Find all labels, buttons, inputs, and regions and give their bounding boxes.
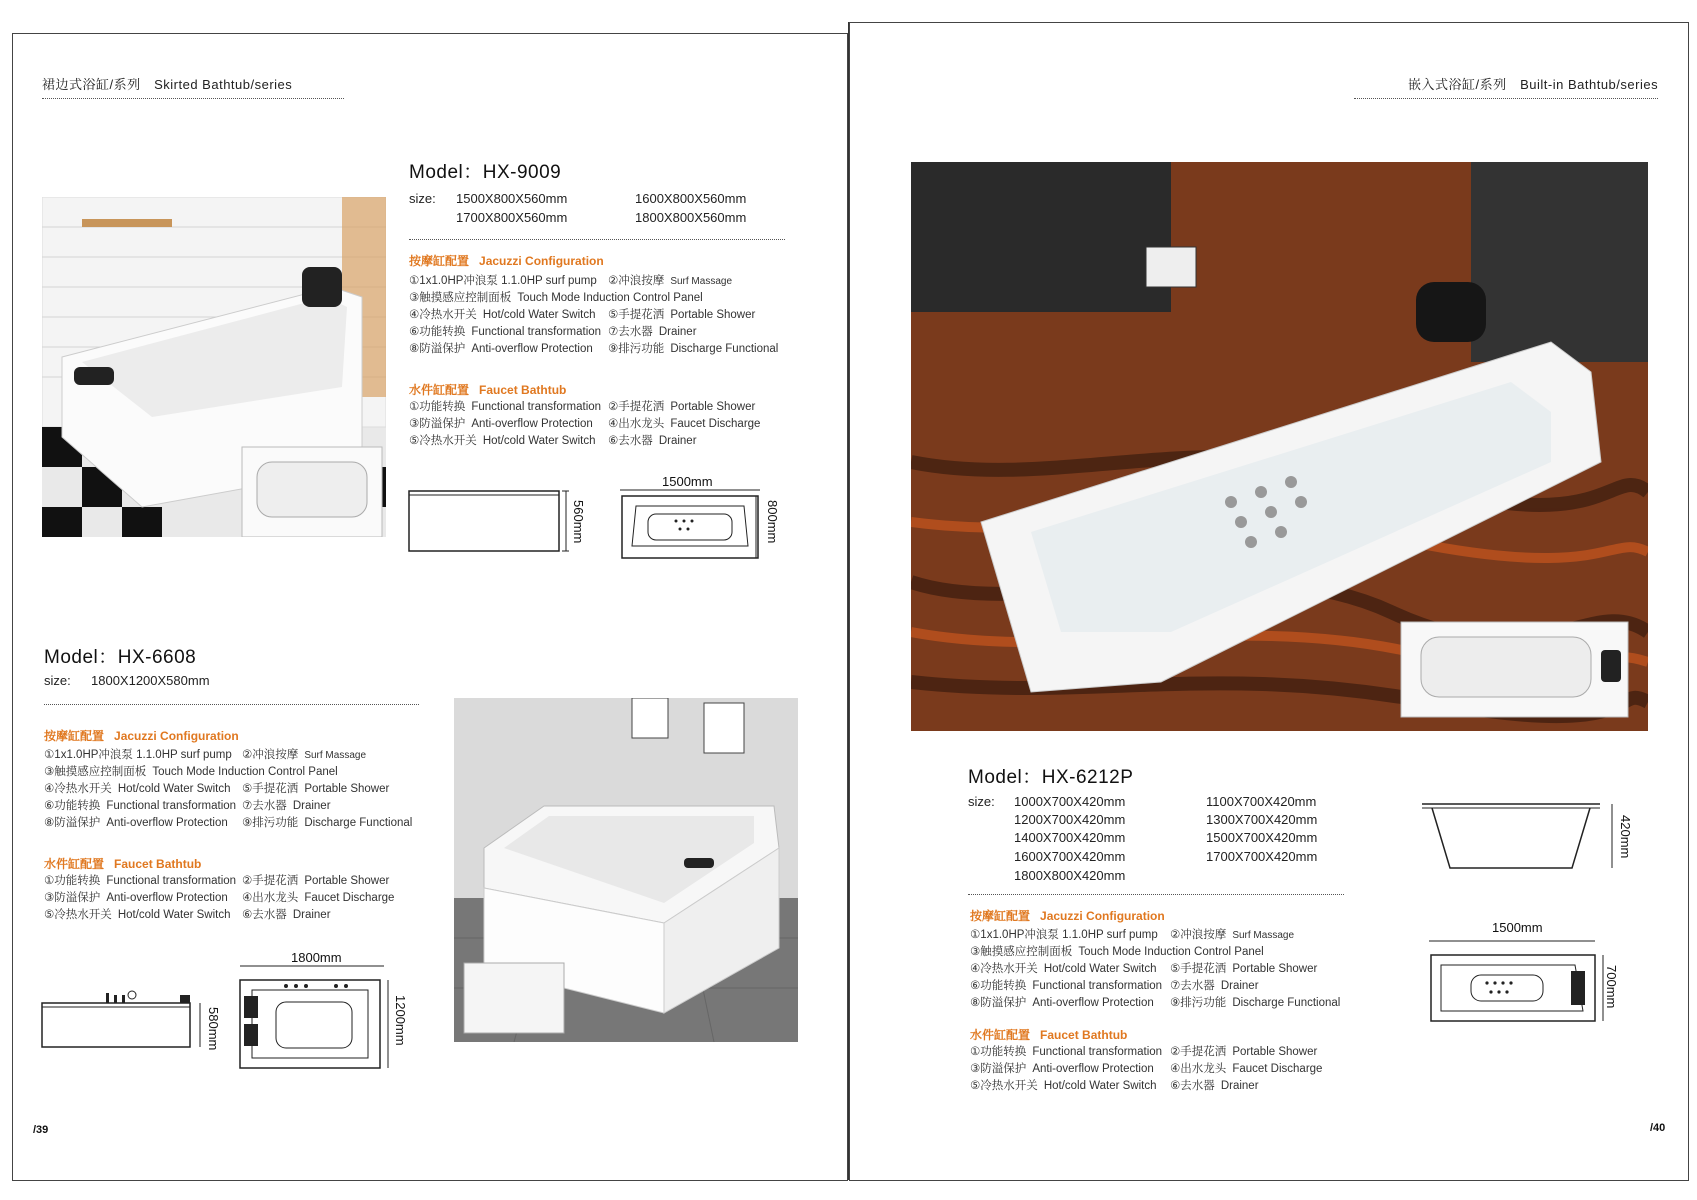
left-page-header: 裙边式浴缸/系列 Skirted Bathtub/series [42, 77, 293, 92]
hx9009-size-label: size: [409, 191, 436, 206]
hx6212p-size-6: 1600X700X420mm [1014, 849, 1126, 864]
hx9009-faucet-item-6: ⑥去水器 Drainer [608, 435, 697, 447]
hx9009-faucet-heading: 水件缸配置 Faucet Bathtub [409, 383, 567, 397]
hx6608-jacuzzi-item-2: ②冲浪按摩 Surf Massage [242, 749, 367, 761]
hx9009-jacuzzi-item-9: ⑨排污功能 Discharge Functional [608, 343, 779, 355]
hx6212p-title: Model：HX-6212P [968, 767, 1134, 788]
hx9009-faucet-item-1: ①功能转换 Functional transformation [409, 401, 602, 413]
hx9009-size-0: 1500X800X560mm [456, 191, 568, 206]
hx6212p-jacuzzi-item-1: ①1x1.0HP冲浪泵 1.1.0HP surf pump [970, 929, 1158, 941]
hx6608-top-drawing [236, 960, 396, 1075]
hx6212p-divider [968, 894, 1344, 895]
hx6608-faucet-item-2: ②手提花洒 Portable Shower [242, 875, 390, 887]
hx9009-dim-length: 1500mm [662, 474, 713, 489]
hx6212p-jacuzzi-item-2: ②冲浪按摩 Surf Massage [1170, 929, 1295, 941]
hx6212p-size-0: 1000X700X420mm [1014, 794, 1126, 809]
hx6212p-top-drawing [1425, 937, 1610, 1027]
hx9009-jacuzzi-item-1: ①1x1.0HP冲浪泵 1.1.0HP surf pump [409, 275, 597, 287]
hx6608-side-drawing [40, 985, 210, 1060]
hx9009-dim-width: 800mm [765, 500, 780, 544]
hx9009-size-2: 1700X800X560mm [456, 210, 568, 225]
hx9009-faucet-item-3: ③防溢保护 Anti-overflow Protection [409, 418, 593, 430]
hx6212p-size-8: 1800X800X420mm [1014, 868, 1126, 883]
hx6212p-jacuzzi-item-5: ⑤手提花洒 Portable Shower [1170, 963, 1318, 975]
hx6212p-size-2: 1200X700X420mm [1014, 812, 1126, 827]
hx6608-jacuzzi-item-8: ⑧防溢保护 Anti-overflow Protection [44, 817, 228, 829]
hx9009-jacuzzi-item-3: ③触摸感应控制面板 Touch Mode Induction Control Panel [409, 292, 703, 304]
hx9009-jacuzzi-item-6: ⑥功能转换 Functional transformation [409, 326, 602, 338]
hx6212p-dim-height: 420mm [1618, 815, 1633, 859]
hx9009-jacuzzi-item-8: ⑧防溢保护 Anti-overflow Protection [409, 343, 593, 355]
hx9009-size-1: 1600X800X560mm [635, 191, 747, 206]
hx6608-faucet-item-5: ⑤冷热水开关 Hot/cold Water Switch [44, 909, 231, 921]
hx6608-size-label: size: [44, 673, 71, 688]
hx6212p-size-1: 1100X700X420mm [1206, 794, 1317, 809]
hx6608-jacuzzi-heading: 按摩缸配置 Jacuzzi Configuration [44, 729, 239, 743]
hx6212p-size-5: 1500X700X420mm [1206, 830, 1318, 845]
hx6608-dim-height: 580mm [206, 1007, 221, 1051]
hx9009-top-drawing [618, 488, 763, 563]
hx6212p-jacuzzi-item-6: ⑥功能转换 Functional transformation [970, 980, 1163, 992]
hx6212p-jacuzzi-heading: 按摩缸配置 Jacuzzi Configuration [970, 909, 1165, 923]
hx6212p-dim-width: 700mm [1604, 965, 1619, 1009]
hx6608-size: 1800X1200X580mm [91, 673, 210, 688]
hx6212p-jacuzzi-item-9: ⑨排污功能 Discharge Functional [1170, 997, 1341, 1009]
hx6212p-size-7: 1700X700X420mm [1206, 849, 1318, 864]
right-page-number: /40 [1650, 1122, 1666, 1134]
hx6608-faucet-item-3: ③防溢保护 Anti-overflow Protection [44, 892, 228, 904]
hx6608-faucet-item-1: ①功能转换 Functional transformation [44, 875, 237, 887]
right-page-header: 嵌入式浴缸/系列 Built-in Bathtub/series [1408, 77, 1659, 92]
hx9009-title: Model：HX-9009 [409, 162, 562, 183]
hx9009-faucet-item-5: ⑤冷热水开关 Hot/cold Water Switch [409, 435, 596, 447]
hx6212p-faucet-item-1: ①功能转换 Functional transformation [970, 1046, 1163, 1058]
hx6608-divider [44, 704, 419, 705]
hx9009-jacuzzi-heading: 按摩缸配置 Jacuzzi Configuration [409, 254, 604, 268]
hx6212p-dim-length: 1500mm [1492, 920, 1543, 935]
hx6212p-faucet-item-4: ④出水龙头 Faucet Discharge [1170, 1063, 1323, 1075]
hx6212p-size-4: 1400X700X420mm [1014, 830, 1126, 845]
page-gutter [848, 22, 849, 1180]
hx9009-divider [409, 239, 785, 240]
hx6608-jacuzzi-item-6: ⑥功能转换 Functional transformation [44, 800, 237, 812]
hx9009-faucet-item-4: ④出水龙头 Faucet Discharge [608, 418, 761, 430]
hx6608-dim-width: 1200mm [393, 995, 408, 1046]
hx6608-faucet-item-4: ④出水龙头 Faucet Discharge [242, 892, 395, 904]
hx6608-faucet-item-6: ⑥去水器 Drainer [242, 909, 331, 921]
hx6212p-jacuzzi-item-7: ⑦去水器 Drainer [1170, 980, 1259, 992]
hx6608-jacuzzi-item-1: ①1x1.0HP冲浪泵 1.1.0HP surf pump [44, 749, 232, 761]
hx9009-jacuzzi-item-5: ⑤手提花洒 Portable Shower [608, 309, 756, 321]
hx6608-jacuzzi-item-3: ③触摸感应控制面板 Touch Mode Induction Control Panel [44, 766, 338, 778]
hx6212p-size-3: 1300X700X420mm [1206, 812, 1318, 827]
hx6212p-photo [911, 162, 1648, 731]
hx6608-jacuzzi-item-4: ④冷热水开关 Hot/cold Water Switch [44, 783, 231, 795]
hx6212p-size-label: size: [968, 794, 995, 809]
hx6212p-jacuzzi-item-8: ⑧防溢保护 Anti-overflow Protection [970, 997, 1154, 1009]
hx6212p-faucet-heading: 水件缸配置 Faucet Bathtub [970, 1028, 1128, 1042]
hx6212p-faucet-item-2: ②手提花洒 Portable Shower [1170, 1046, 1318, 1058]
hx9009-jacuzzi-item-2: ②冲浪按摩 Surf Massage [608, 275, 733, 287]
hx6212p-faucet-item-6: ⑥去水器 Drainer [1170, 1080, 1259, 1092]
hx9009-side-drawing [404, 485, 569, 560]
hx6212p-jacuzzi-item-3: ③触摸感应控制面板 Touch Mode Induction Control Panel [970, 946, 1264, 958]
hx9009-dim-height: 560mm [571, 500, 586, 544]
hx6212p-faucet-item-5: ⑤冷热水开关 Hot/cold Water Switch [970, 1080, 1157, 1092]
hx9009-jacuzzi-item-7: ⑦去水器 Drainer [608, 326, 697, 338]
left-page-number: /39 [33, 1124, 49, 1136]
hx6212p-faucet-item-3: ③防溢保护 Anti-overflow Protection [970, 1063, 1154, 1075]
hx6608-jacuzzi-item-7: ⑦去水器 Drainer [242, 800, 331, 812]
hx6608-title: Model：HX-6608 [44, 647, 197, 668]
hx9009-photo [42, 197, 386, 537]
hx6608-jacuzzi-item-5: ⑤手提花洒 Portable Shower [242, 783, 390, 795]
hx9009-size-3: 1800X800X560mm [635, 210, 747, 225]
hx6608-photo [454, 698, 798, 1042]
right-header-divider [1354, 98, 1658, 99]
hx9009-jacuzzi-item-4: ④冷热水开关 Hot/cold Water Switch [409, 309, 596, 321]
hx6608-faucet-heading: 水件缸配置 Faucet Bathtub [44, 857, 202, 871]
hx6608-jacuzzi-item-9: ⑨排污功能 Discharge Functional [242, 817, 413, 829]
hx6212p-jacuzzi-item-4: ④冷热水开关 Hot/cold Water Switch [970, 963, 1157, 975]
hx6608-dim-length: 1800mm [291, 950, 342, 965]
hx6212p-side-drawing [1420, 798, 1620, 878]
left-header-divider [42, 98, 344, 99]
hx9009-faucet-item-2: ②手提花洒 Portable Shower [608, 401, 756, 413]
